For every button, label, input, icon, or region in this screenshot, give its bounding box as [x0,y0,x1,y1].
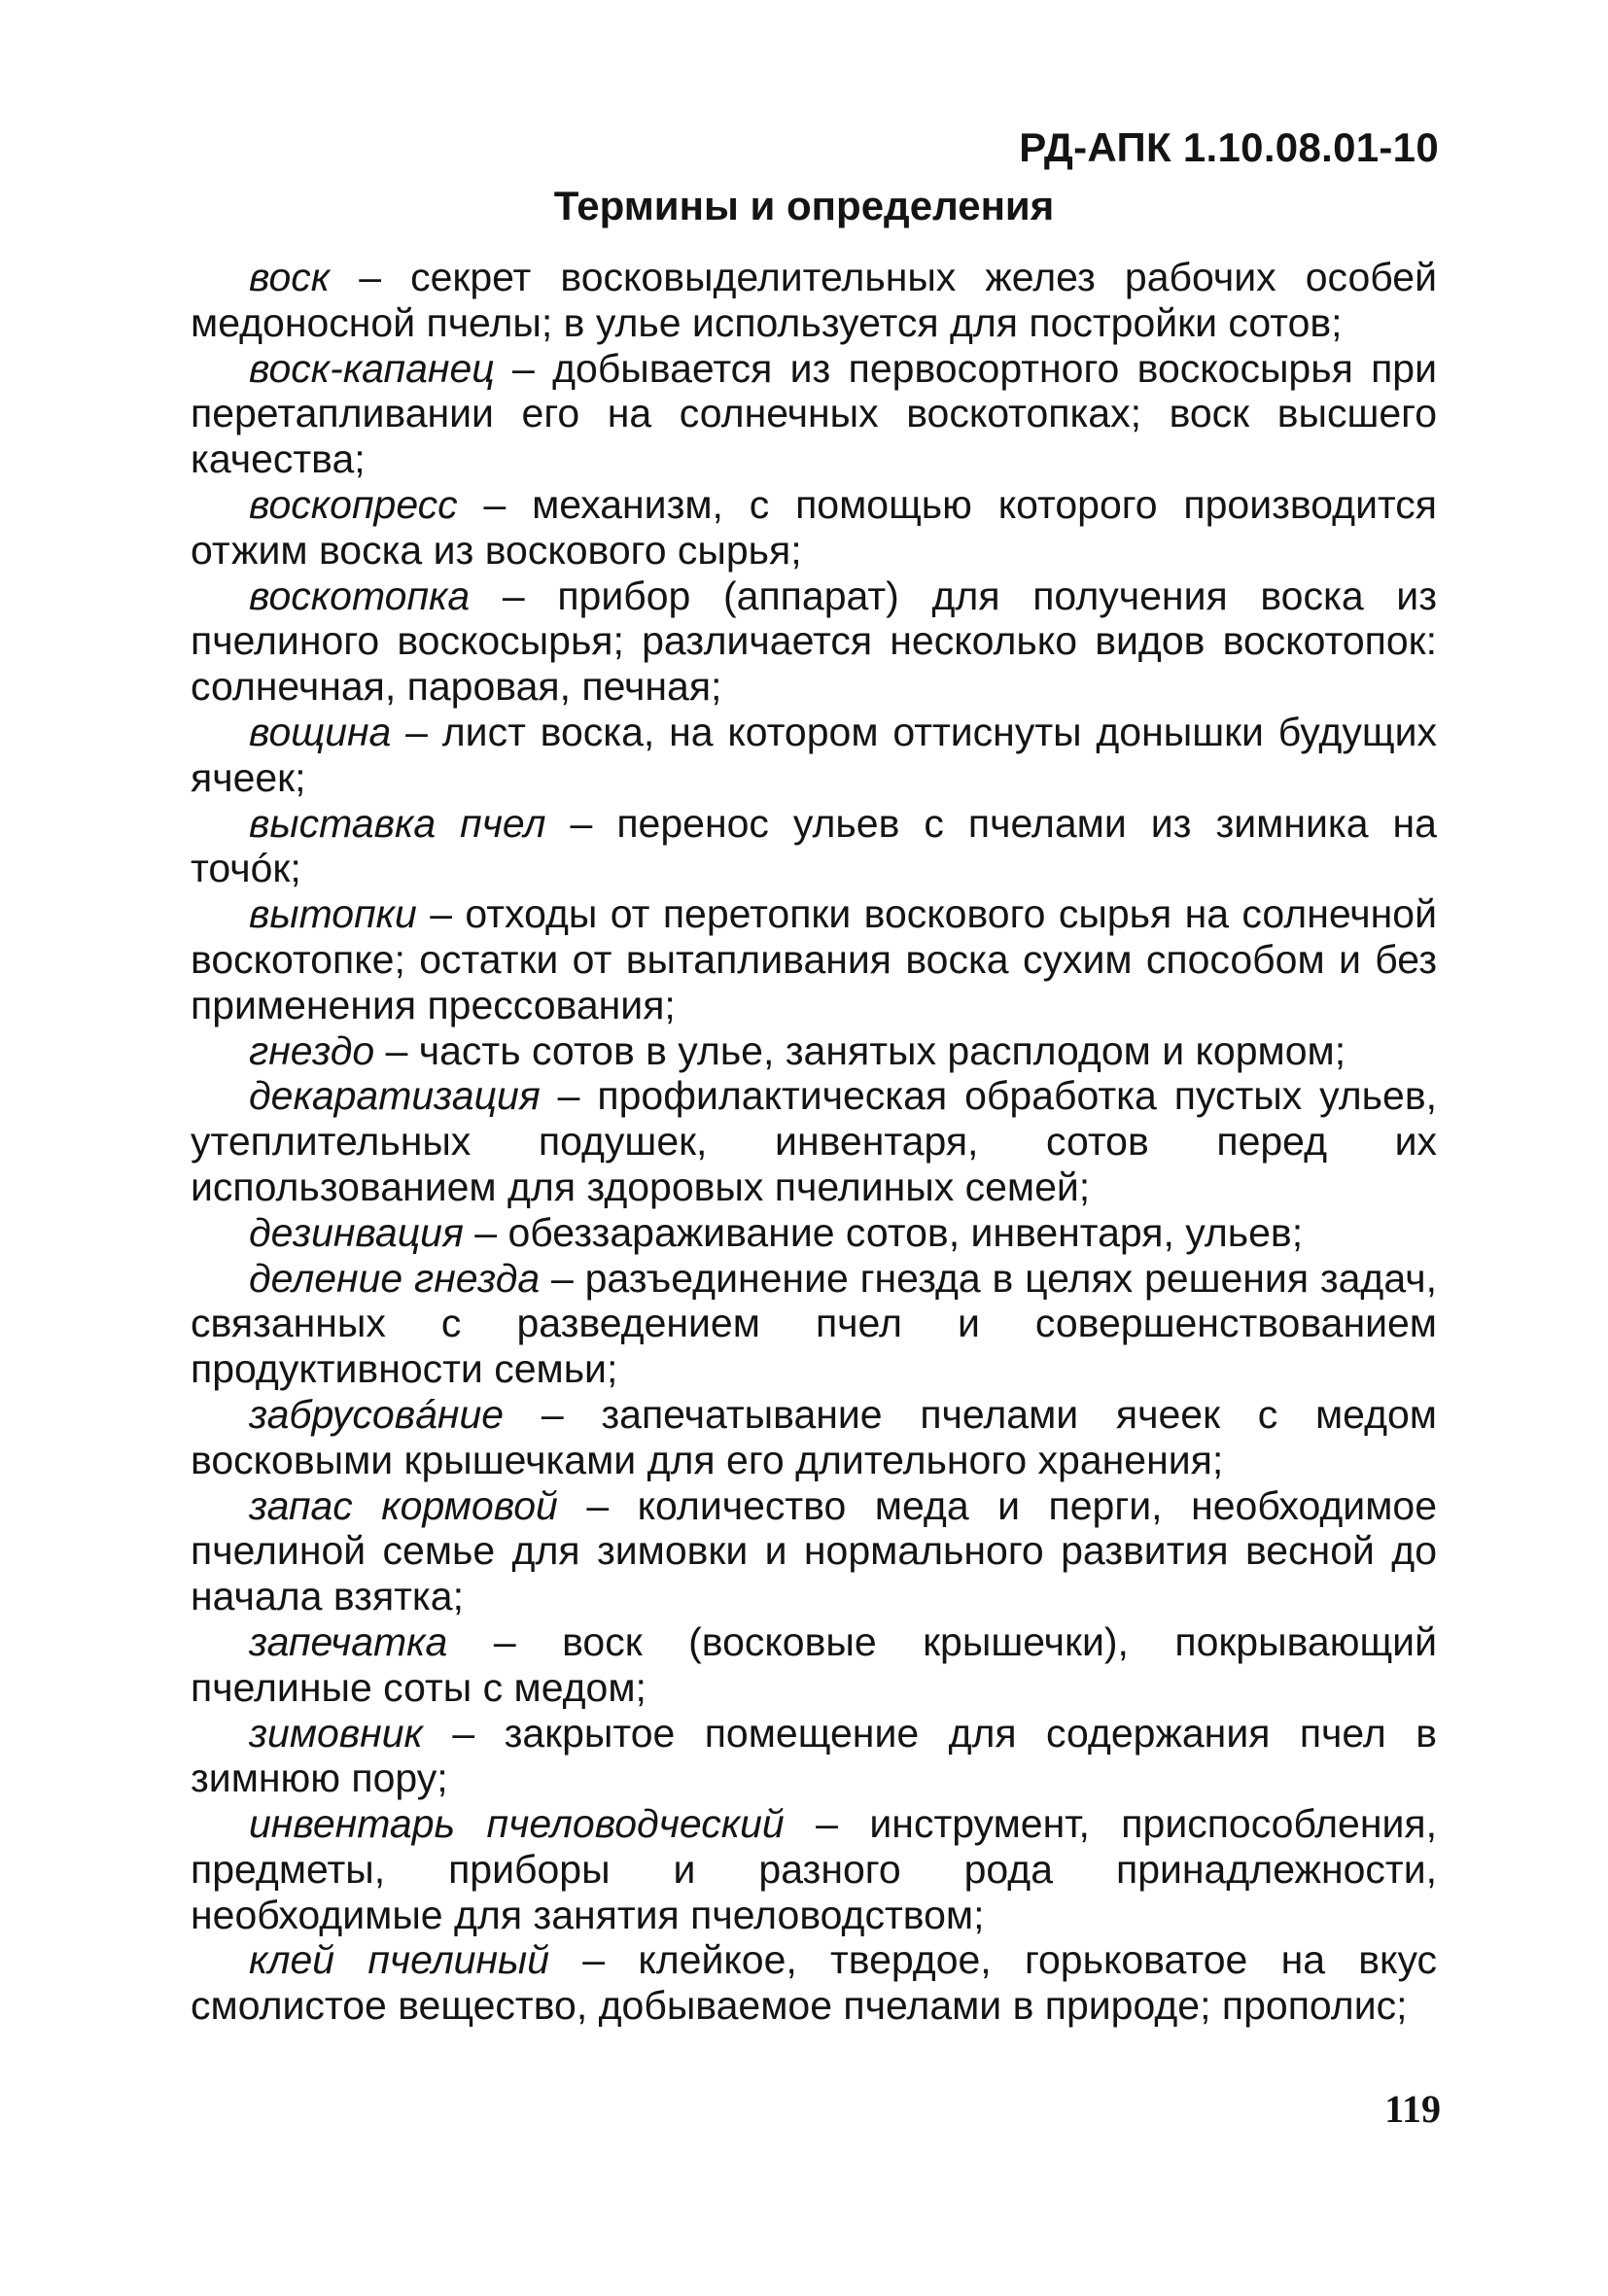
glossary-term: воскотопка [249,573,471,618]
glossary-entry [191,1937,1437,2029]
glossary-definition: – часть сотов в улье, занятых расплодом и кормом; [374,1027,1346,1073]
glossary-definition: – обеззараживание сотов, инвентаря, ульев; [463,1209,1304,1255]
glossary-entry [191,346,1437,482]
glossary-term: вытопки [249,891,417,937]
glossary-entry [191,1483,1437,1619]
glossary-definition: – клейкое, твердое, горьковатое на вкус смолистое вещество, добываемое пчелами в природе; прополис; [191,1937,1437,2029]
glossary-term: выставка пчел [249,800,546,846]
glossary-definition: – механизм, с помощью которого производится отжим воска из воскового сырья; [191,481,1437,573]
glossary-term: запечатка [249,1618,448,1664]
glossary-term: клей пчелиный [249,1937,550,1983]
glossary-definition: – отходы от перетопки воскового сырья на солнечной воскотопке; остатки от вытапливания воска сухим способом и без применения прессования; [191,891,1437,1027]
glossary-term: воскопресс [249,481,458,527]
glossary-entry [191,482,1437,574]
page-number: 119 [1384,2087,1441,2131]
glossary-entry [191,891,1437,1027]
glossary-entry [191,1073,1437,1209]
glossary-term: вощина [249,709,392,754]
glossary-definition: – секрет восковыделительных желез рабочих особей медоносной пчелы; в улье используется для постройки сотов; [191,255,1437,345]
glossary-list [191,255,1437,2029]
glossary-term: воск-капанец [249,345,495,391]
glossary-definition: – количество меда и перги, необходимое пчелиной семье для зимовки и нормального развития весной до начала взятка; [191,1482,1437,1619]
glossary-entry [191,1711,1437,1802]
glossary-term: дезинвация [249,1209,464,1255]
glossary-definition: – прибор (аппарат) для получения воска из пчелиного воскосырья; различается несколько видов воскотопок: солнечная, паровая, печная; [191,573,1437,710]
glossary-definition: – инструмент, приспособления, предметы, приборы и разного рода принадлежности, необходимые для занятия пчеловодством; [191,1801,1437,1937]
glossary-definition: – лист воска, на котором оттиснуты донышки будущих ячеек; [191,709,1437,800]
glossary-entry [191,1256,1437,1392]
glossary-term: воск [249,255,331,299]
glossary-term: забрусовáние [249,1391,505,1437]
glossary-definition: – добывается из первосортного воскосырья при перетапливании его на солнечных воскотопках; воск высшего качества; [191,345,1437,482]
glossary-entry [191,1210,1437,1256]
glossary-entry [191,1028,1437,1074]
document-code: РД-АПК 1.10.08.01-10 [1019,124,1439,170]
glossary-term: деление гнезда [249,1255,541,1301]
glossary-definition: – закрытое помещение для содержания пчел в зимнюю пору; [191,1710,1437,1801]
glossary-entry [191,1801,1437,1937]
glossary-entry [191,255,1437,346]
glossary-definition: – перенос ульев с пчелами из зимника на точóк; [191,800,1437,891]
section-title: Термины и определения [553,183,1055,228]
glossary-term: запас кормовой [249,1482,558,1528]
glossary-term: гнездо [249,1027,375,1073]
glossary-entry [191,801,1437,892]
glossary-term: инвентарь пчеловодческий [249,1801,785,1847]
glossary-term: зимовник [249,1710,423,1756]
glossary-entry [191,1392,1437,1483]
glossary-entry [191,574,1437,710]
glossary-term: декаратизация [249,1073,541,1119]
glossary-entry [191,710,1437,801]
glossary-definition: – запечатывание пчелами ячеек с медом восковыми крышечками для его длительного хранения; [191,1391,1437,1482]
glossary-definition: – разъединение гнезда в целях решения задач, связанных с разведением пчел и совершенствованием продуктивности семьи; [191,1255,1437,1392]
glossary-definition: – воск (восковые крышечки), покрывающий пчелиные соты с медом; [191,1618,1437,1710]
glossary-definition: – профилактическая обработка пустых ульев, утеплительных подушек, инвентаря, сотов перед их использованием для здоровых пчелиных семей; [191,1073,1437,1209]
glossary-entry [191,1619,1437,1711]
